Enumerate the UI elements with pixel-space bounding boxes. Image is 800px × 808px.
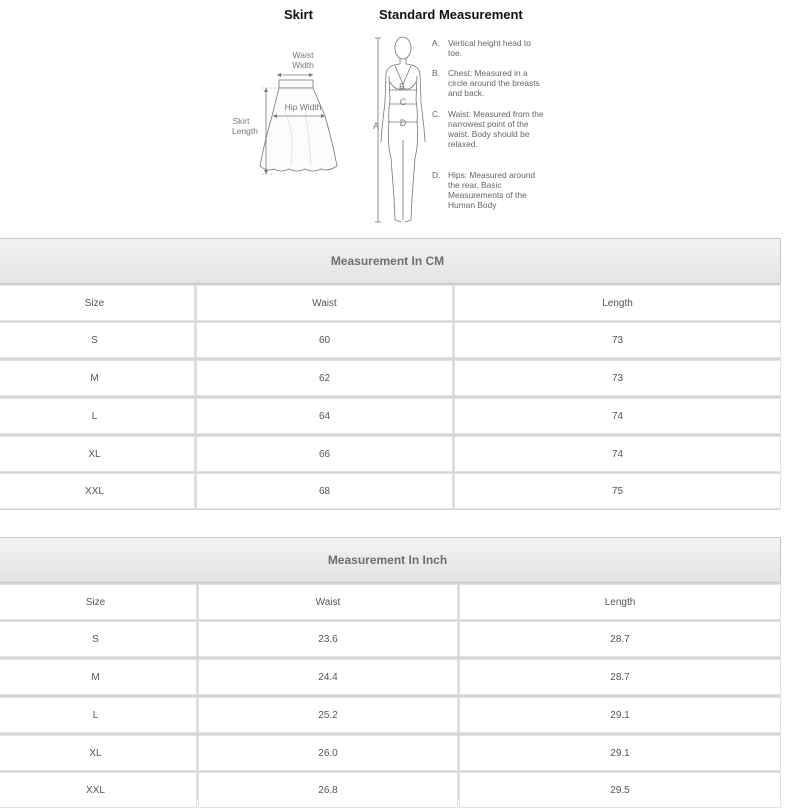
table-row <box>0 735 781 771</box>
table-row <box>0 659 781 695</box>
cell-size: XXL <box>0 473 195 509</box>
note-letter: D. <box>432 170 441 180</box>
table-title: Measurement In Inch <box>0 537 781 583</box>
note-letter: A. <box>432 38 440 48</box>
cell-waist: 25.2 <box>198 697 458 733</box>
table-row <box>0 772 781 808</box>
note-text: Vertical height head to toe. <box>448 38 531 58</box>
cell-waist: 64 <box>196 398 453 434</box>
cell-waist: 60 <box>196 322 453 358</box>
cell-length: 29.5 <box>459 772 781 808</box>
cell-length: 29.1 <box>459 735 781 771</box>
hip-width-label: Hip Width <box>284 102 322 112</box>
table-row <box>0 436 781 472</box>
marker-d: D <box>399 118 407 128</box>
standard-measurement-title: Standard Measurement <box>379 7 523 22</box>
table-title: Measurement In CM <box>0 238 781 284</box>
marker-c: C <box>399 97 407 107</box>
note-letter: C. <box>432 109 441 119</box>
note-letter: B. <box>432 68 440 78</box>
cell-size: L <box>0 697 197 733</box>
table-row <box>0 621 781 657</box>
cell-size: S <box>0 322 195 358</box>
cell-length: 28.7 <box>459 621 781 657</box>
measurement-table-cm <box>0 238 781 510</box>
skirt-waistband <box>279 80 313 88</box>
header-length: Length <box>459 584 781 620</box>
table-row <box>0 697 781 733</box>
header-size: Size <box>0 285 195 321</box>
cell-length: 28.7 <box>459 659 781 695</box>
cell-length: 74 <box>454 436 781 472</box>
waist-label-1: Waist <box>292 50 314 60</box>
table-row <box>0 360 781 396</box>
marker-a: A <box>372 121 380 131</box>
header-length: Length <box>454 285 781 321</box>
measurement-table-inch <box>0 537 781 800</box>
table-row <box>0 473 781 509</box>
cell-waist: 68 <box>196 473 453 509</box>
cell-size: XXL <box>0 772 197 808</box>
header-waist: Waist <box>198 584 458 620</box>
measurement-notes <box>432 38 547 218</box>
skirt-length-label-2: Length <box>232 126 258 136</box>
table-header-row <box>0 285 781 321</box>
table-row <box>0 398 781 434</box>
note-text: Chest: Measured in a circle around the breasts and back. <box>448 68 540 98</box>
marker-b: B <box>398 82 406 92</box>
waist-label-2: Width <box>292 60 314 70</box>
skirt-shape <box>260 88 337 171</box>
figure-head <box>395 37 411 59</box>
cell-size: L <box>0 398 195 434</box>
cell-waist: 62 <box>196 360 453 396</box>
cell-waist: 26.0 <box>198 735 458 771</box>
cell-length: 29.1 <box>459 697 781 733</box>
cell-waist: 23.6 <box>198 621 458 657</box>
cell-size: XL <box>0 436 195 472</box>
cell-size: S <box>0 621 197 657</box>
skirt-length-label-1: Skirt <box>232 116 250 126</box>
body-figure <box>365 30 435 230</box>
note-text: Hips: Measured around the rear. Basic Measurements of the Human Body <box>448 170 536 210</box>
note-text: Waist: Measured from the narrowest point of the waist. Body should be relaxed. <box>448 109 544 149</box>
cell-length: 73 <box>454 360 781 396</box>
cell-length: 75 <box>454 473 781 509</box>
cell-waist: 66 <box>196 436 453 472</box>
skirt-diagram <box>225 40 345 185</box>
header-size: Size <box>0 584 197 620</box>
table-header-row <box>0 584 781 620</box>
cell-waist: 26.8 <box>198 772 458 808</box>
skirt-title: Skirt <box>284 7 313 22</box>
cell-length: 74 <box>454 398 781 434</box>
cell-length: 73 <box>454 322 781 358</box>
cell-waist: 24.4 <box>198 659 458 695</box>
cell-size: XL <box>0 735 197 771</box>
cell-size: M <box>0 659 197 695</box>
table-row <box>0 322 781 358</box>
cell-size: M <box>0 360 195 396</box>
header-waist: Waist <box>196 285 453 321</box>
